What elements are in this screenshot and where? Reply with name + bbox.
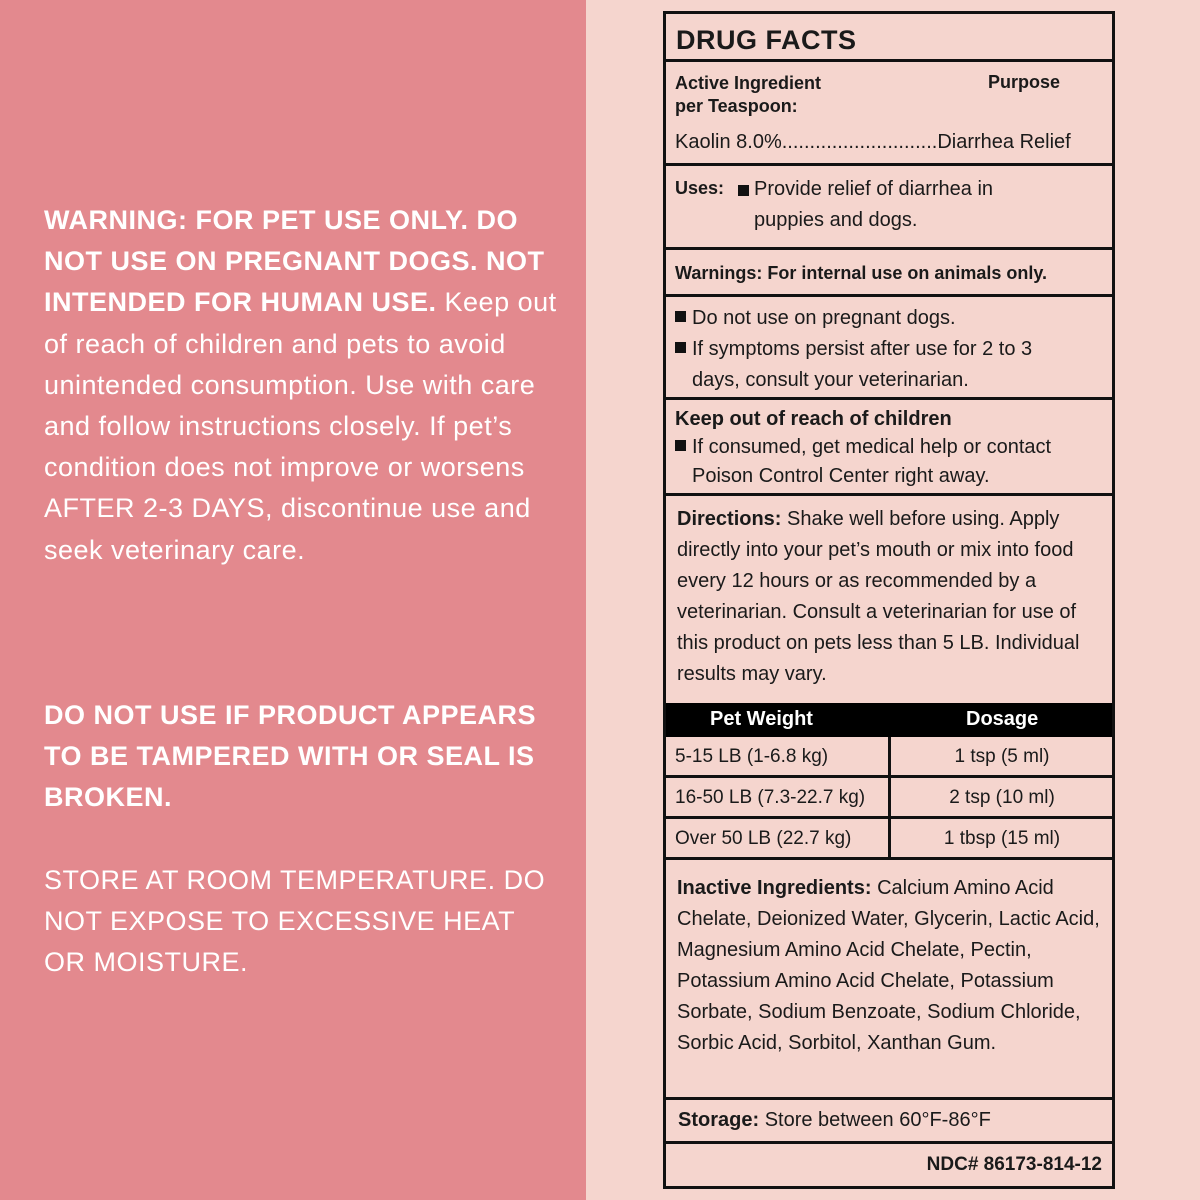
warnings-header: Warnings: For internal use on animals only. <box>675 263 1048 283</box>
keep-out-text-line-2: Poison Control Center right away. <box>692 465 990 487</box>
warning-body-text: Keep out of reach of children and pets to avoid unintended consumption. Use with care and follow instructions closely. If pet’s condition does not improve or worsens AFTER 2-3 DAYS, discontinue use and seek veterinary care. <box>44 287 557 565</box>
directions-paragraph <box>677 504 1107 690</box>
tamper-warning <box>44 695 559 819</box>
dosage-column-header: Dosage <box>966 708 1039 730</box>
drug-facts-panel <box>663 11 1115 1189</box>
warnings-list <box>675 303 1032 396</box>
uses-text <box>754 174 993 236</box>
dosage-row-dose: 1 tbsp (15 ml) <box>943 828 1061 849</box>
uses-text-line-2: puppies and dogs. <box>754 209 918 231</box>
storage-label: Storage: <box>678 1109 760 1131</box>
directions-section <box>666 496 1112 703</box>
active-label-line-1: Active Ingredient <box>675 73 822 93</box>
storage-section <box>666 1100 1112 1144</box>
dosage-row-weight: 16-50 LB (7.3-22.7 kg) <box>675 787 866 808</box>
warning-bold-text: WARNING: FOR PET USE ONLY. DO NOT USE ON PREGNANT DOGS. NOT INTENDED FOR HUMAN USE. <box>44 205 545 318</box>
dosage-row-dose: 1 tsp (5 ml) <box>954 746 1050 767</box>
uses-bullet <box>738 185 755 203</box>
keep-out-header: Keep out of reach of children <box>675 408 952 430</box>
dosage-row-dose: 2 tsp (10 ml) <box>949 787 1055 808</box>
inactive-ingredients-text: Calcium Amino Acid Chelate, Deionized Water, Glycerin, Lactic Acid, Magnesium Amino Acid Chelate, Pectin, Potassium Amino Acid Chelate, Potassium Sorbate, Sodium Benzoate, Sodium Chloride, Sorbic Acid, Sorbitol, Xanthan Gum. <box>677 877 1100 1054</box>
directions-label: Directions: <box>677 508 782 530</box>
keep-out-section <box>666 400 1112 496</box>
inactive-ingredients-paragraph <box>677 873 1107 1059</box>
warning-item-pregnant <box>675 303 1032 334</box>
warning-item-symptoms-text-1: If symptoms persist after use for 2 to 3 <box>692 338 1033 360</box>
purpose-label: Purpose <box>988 72 1061 92</box>
drug-facts-header <box>666 14 1112 62</box>
store-instruction: STORE AT ROOM TEMPERATURE. DO NOT EXPOSE TO EXCESSIVE HEAT OR MOISTURE. <box>44 865 546 978</box>
pet-weight-column-header: Pet Weight <box>710 708 813 730</box>
dosage-table-header <box>666 703 1112 737</box>
warnings-header-section <box>666 250 1112 297</box>
warnings-list-section <box>666 297 1112 400</box>
inactive-ingredients-section <box>666 860 1112 1100</box>
keep-out-text <box>675 433 1051 491</box>
uses-label: Uses: <box>675 178 725 198</box>
active-ingredient-section <box>666 62 1112 166</box>
dosage-column-divider <box>888 737 891 860</box>
uses-section <box>666 166 1112 250</box>
active-ingredient-label <box>675 72 821 118</box>
drug-facts-title: DRUG FACTS <box>676 25 857 55</box>
warning-item-symptoms-text-2: days, consult your veterinarian. <box>692 369 969 391</box>
storage-text: Store between 60°F-86°F <box>764 1109 991 1131</box>
dosage-row-weight: 5-15 LB (1-6.8 kg) <box>675 746 829 767</box>
dosage-row-weight: Over 50 LB (22.7 kg) <box>675 828 852 849</box>
ndc-number: NDC# 86173-814-12 <box>926 1154 1102 1175</box>
warning-item-pregnant-text: Do not use on pregnant dogs. <box>692 307 956 329</box>
uses-text-line-1: Provide relief of diarrhea in <box>754 178 994 200</box>
inactive-ingredients-label: Inactive Ingredients: <box>677 877 872 899</box>
keep-out-text-line-1: If consumed, get medical help or contact <box>692 436 1052 458</box>
tamper-warning-text: DO NOT USE IF PRODUCT APPEARS TO BE TAMPERED WITH OR SEAL IS BROKEN. <box>44 700 537 813</box>
left-panel <box>0 0 586 1200</box>
warning-item-symptoms <box>675 334 1032 365</box>
ndc-section <box>666 1144 1112 1186</box>
active-label-line-2: per Teaspoon: <box>675 96 798 116</box>
warning-paragraph <box>44 200 559 571</box>
directions-text: Shake well before using. Apply directly into your pet’s mouth or mix into food every 12 hours or as recommended by a veterinarian. Consult a veterinarian for use of this product on pets less than 5 LB. Individual results may vary. <box>677 508 1080 685</box>
storage-line <box>678 1105 991 1136</box>
active-ingredient-line: Kaolin 8.0%............................Diarrhea Relief <box>675 131 1071 153</box>
